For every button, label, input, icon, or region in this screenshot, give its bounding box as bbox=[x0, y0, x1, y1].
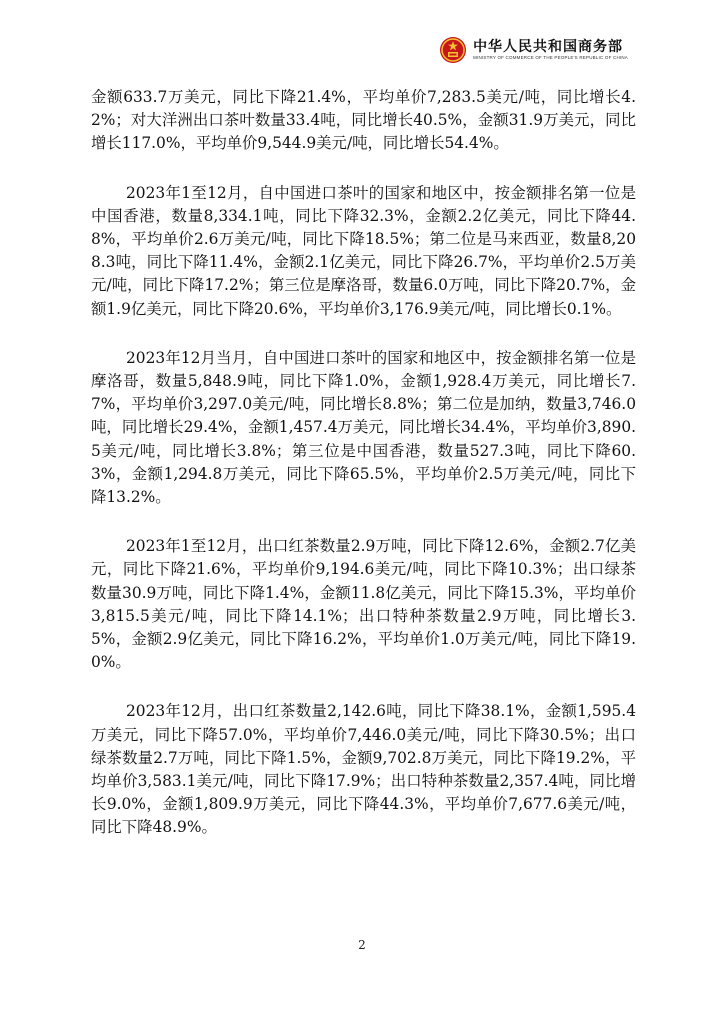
ministry-name-en: MINISTRY OF COMMERCE OF THE PEOPLE'S REPUBLIC OF CHINA bbox=[473, 55, 628, 60]
ministry-name-cn: 中华人民共和国商务部 bbox=[473, 39, 624, 55]
document-body bbox=[91, 86, 636, 866]
paragraph-december-export-by-type: 2023年12月，出口红茶数量2,142.6吨，同比下降38.1%，金额1,595.4万美元，同比下降57.0%，平均单价7,446.0美元/吨，同比下降30.5%；出口绿茶数量2.7万吨，同比下降1.5%，金额9,702.8万美元，同比下降19.2%，平均单价3,583.1美元/吨，同比下降17.9%；出口特种茶数量2,357.4吨，同比增长9.0%，金额1,809.9万美元，同比下降44.3%，平均单价7,677.6美元/吨，同比下降48.9%。 bbox=[91, 702, 636, 837]
paragraph-annual-export-by-type: 2023年1至12月，出口红茶数量2.9万吨，同比下降12.6%，金额2.7亿美元，同比下降21.6%，平均单价9,194.6美元/吨，同比下降10.3%；出口绿茶数量30.9万吨，同比下降1.4%，金额11.8亿美元，同比下降15.3%，平均单价3,815.5美元/吨，同比下降14.1%；出口特种茶数量2.9万吨，同比增长3.5%，金额2.9亿美元，同比下降16.2%，平均单价1.0万美元/吨，同比下降19.0%。 bbox=[91, 537, 636, 672]
page-number: 2 bbox=[358, 938, 366, 952]
ministry-header bbox=[439, 36, 628, 64]
ministry-name bbox=[473, 39, 628, 61]
paragraph-continuation: 金额633.7万美元，同比下降21.4%，平均单价7,283.5美元/吨，同比增长4.2%；对大洋洲出口茶叶数量33.4吨，同比增长40.5%，金额31.9万美元，同比增长117.0%，平均单价9,544.9美元/吨，同比增长54.4%。 bbox=[91, 88, 636, 153]
paragraph-annual-import-ranking: 2023年1至12月，自中国进口茶叶的国家和地区中，按金额排名第一位是中国香港，数量8,334.1吨，同比下降32.3%，金额2.2亿美元，同比下降44.8%，平均单价2.6万美元/吨，同比下降18.5%；第二位是马来西亚，数量8,208.3吨，同比下降11.4%，金额2.1亿美元，同比下降26.7%，平均单价2.5万美元/吨，同比下降17.2%；第三位是摩洛哥，数量6.0万吨，同比下降20.7%，金额1.9亿美元，同比下降20.6%，平均单价3,176.9美元/吨，同比增长0.1%。 bbox=[91, 183, 636, 318]
paragraph-december-import-ranking: 2023年12月当月，自中国进口茶叶的国家和地区中，按金额排名第一位是摩洛哥，数量5,848.9吨，同比下降1.0%，金额1,928.4万美元，同比增长7.7%，平均单价3,297.0美元/吨，同比增长8.8%；第二位是加纳，数量3,746.0吨，同比增长29.4%，金额1,457.4万美元，同比增长34.4%，平均单价3,890.5美元/吨，同比增长3.8%；第三位是中国香港，数量527.3吨，同比下降60.3%，金额1,294.8万美元，同比下降65.5%，平均单价2.5万美元/吨，同比下降13.2%。 bbox=[91, 348, 636, 507]
national-emblem-icon bbox=[439, 36, 467, 64]
